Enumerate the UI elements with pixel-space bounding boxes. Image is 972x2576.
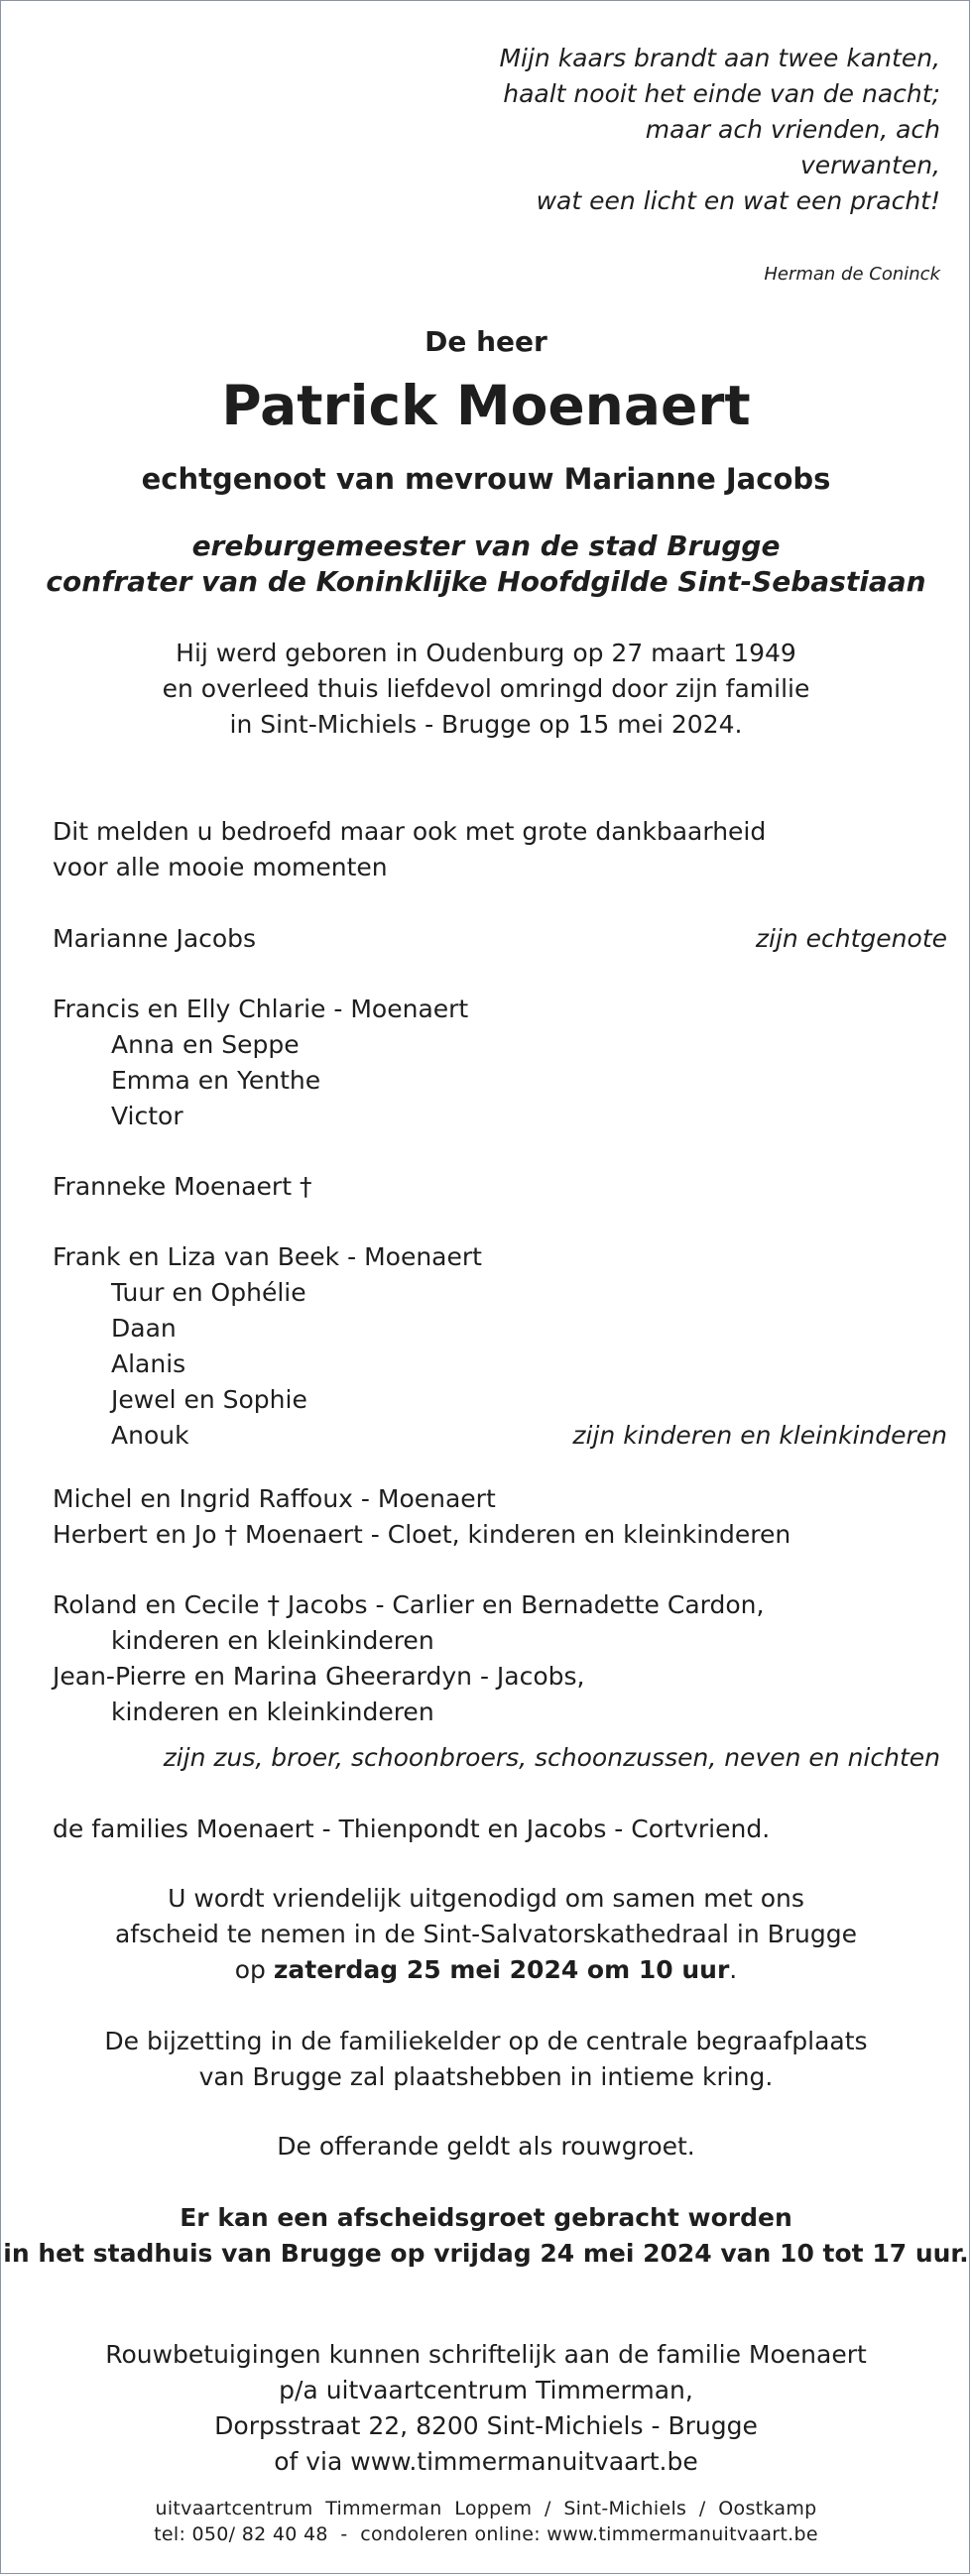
list-item: Jean-Pierre en Marina Gheerardyn - Jacobs, [53, 1662, 585, 1691]
condolence-line: Dorpsstraat 22, 8200 Sint-Michiels - Brugge [214, 2411, 758, 2440]
list-item: kinderen en kleinkinderen [111, 1698, 434, 1726]
invitation-line: U wordt vriendelijk uitgenodigd om samen met ons [168, 1884, 804, 1913]
burial-line: De bijzetting in de familiekelder op de centrale begraafplaats [104, 2027, 868, 2055]
list-item [53, 1418, 945, 1454]
list-item: Frank en Liza van Beek - Moenaert [53, 1242, 482, 1271]
poem-line: verwanten, [799, 151, 940, 179]
invitation-line [1, 1952, 971, 1988]
list-item: Herbert en Jo † Moenaert - Cloet, kinderen en kleinkinderen [53, 1520, 791, 1549]
footer-line: uitvaartcentrum Timmerman Loppem / Sint-Michiels / Oostkamp [155, 2498, 817, 2519]
poem-line: maar ach vrienden, ach [645, 115, 940, 144]
list-item [53, 921, 945, 957]
list-item: Tuur en Ophélie [111, 1278, 306, 1307]
list-item: Alanis [111, 1349, 186, 1378]
spouse-block [53, 921, 945, 957]
list-item: Roland en Cecile † Jacobs - Carlier en Bernadette Cardon, [53, 1590, 765, 1619]
list-item: Jewel en Sophie [111, 1385, 307, 1414]
children-block [53, 992, 945, 1454]
list-item: Franneke Moenaert † [53, 1172, 312, 1201]
relation-label: zijn kinderen en kleinkinderen [572, 1421, 947, 1450]
spouse-name: Marianne Jacobs [53, 924, 257, 953]
list-item: Daan [111, 1314, 177, 1343]
invitation-line: afscheid te nemen in de Sint-Salvatorskathedraal in Brugge [114, 1920, 858, 1948]
funeral-date: zaterdag 25 mei 2024 om 10 uur [273, 1955, 730, 1984]
birth-line: en overleed thuis liefdevol omringd door zijn familie [162, 674, 810, 703]
poem-author: Herman de Coninck [764, 264, 940, 285]
poem-line: haalt nooit het einde van de nacht; [503, 79, 940, 108]
birth-death-info [1, 636, 971, 743]
title-line: confrater van de Koninklijke Hoofdgilde Sint-Sebastiaan [46, 565, 926, 598]
list-item: Emma en Yenthe [111, 1066, 321, 1095]
condolences-info [1, 2337, 971, 2480]
visitation-line: Er kan een afscheidsgroet gebracht worden [180, 2203, 792, 2232]
funeral-invitation [1, 1881, 971, 1988]
intro-line: Dit melden u bedroefd maar ook met grote dankbaarheid [53, 817, 767, 846]
title-line: ereburgemeester van de stad Brugge [191, 529, 781, 562]
relation-label: zijn zus, broer, schoonbroers, schoonzussen, neven en nichten [163, 1743, 940, 1772]
burial-info [1, 2024, 971, 2095]
condolence-line: p/a uitvaartcentrum Timmerman, [279, 2376, 693, 2404]
condolence-line: of via www.timmermanuitvaart.be [274, 2447, 698, 2476]
burial-line: van Brugge zal plaatshebben in intieme kring. [198, 2062, 774, 2091]
honorific: De heer [425, 325, 547, 358]
footer-line: tel: 050/ 82 40 48 - condoleren online: www.timmermanuitvaart.be [154, 2523, 818, 2545]
date-prefix: op [234, 1955, 274, 1984]
intro-line: voor alle mooie momenten [53, 853, 388, 881]
offering-note: De offerande geldt als rouwgroet. [277, 2132, 695, 2161]
list-item: Victor [111, 1102, 183, 1130]
relation-label: zijn echtgenote [755, 924, 947, 953]
visitation-line: in het stadhuis van Brugge op vrijdag 24 mei 2024 van 10 tot 17 uur. [3, 2239, 969, 2268]
announcement-intro [53, 814, 925, 885]
families-line: de families Moenaert - Thienpondt en Jacobs - Cortvriend. [53, 1815, 771, 1843]
poem-line: wat een licht en wat een pracht! [536, 186, 940, 215]
list-item: kinderen en kleinkinderen [111, 1626, 434, 1655]
deceased-name: Patrick Moenaert [221, 374, 751, 437]
list-item: Anna en Seppe [111, 1030, 300, 1059]
condolence-line: Rouwbetuigingen kunnen schriftelijk aan de familie Moenaert [105, 2340, 867, 2369]
grandchild-name: Anouk [111, 1421, 189, 1450]
siblings-block [53, 1481, 945, 1730]
visitation-info [1, 2200, 971, 2272]
birth-line: Hij werd geboren in Oudenburg op 27 maart 1949 [176, 639, 796, 667]
birth-line: in Sint-Michiels - Brugge op 15 mei 2024. [229, 710, 743, 739]
list-item: Michel en Ingrid Raffoux - Moenaert [53, 1484, 496, 1513]
list-item: Francis en Elly Chlarie - Moenaert [53, 995, 469, 1023]
spouse-line: echtgenoot van mevrouw Marianne Jacobs [141, 462, 831, 496]
poem-line: Mijn kaars brandt aan twee kanten, [499, 44, 940, 72]
honorary-titles [1, 528, 971, 600]
funeral-home-footer [1, 2496, 971, 2547]
date-suffix: . [729, 1955, 738, 1984]
poem [345, 41, 940, 219]
